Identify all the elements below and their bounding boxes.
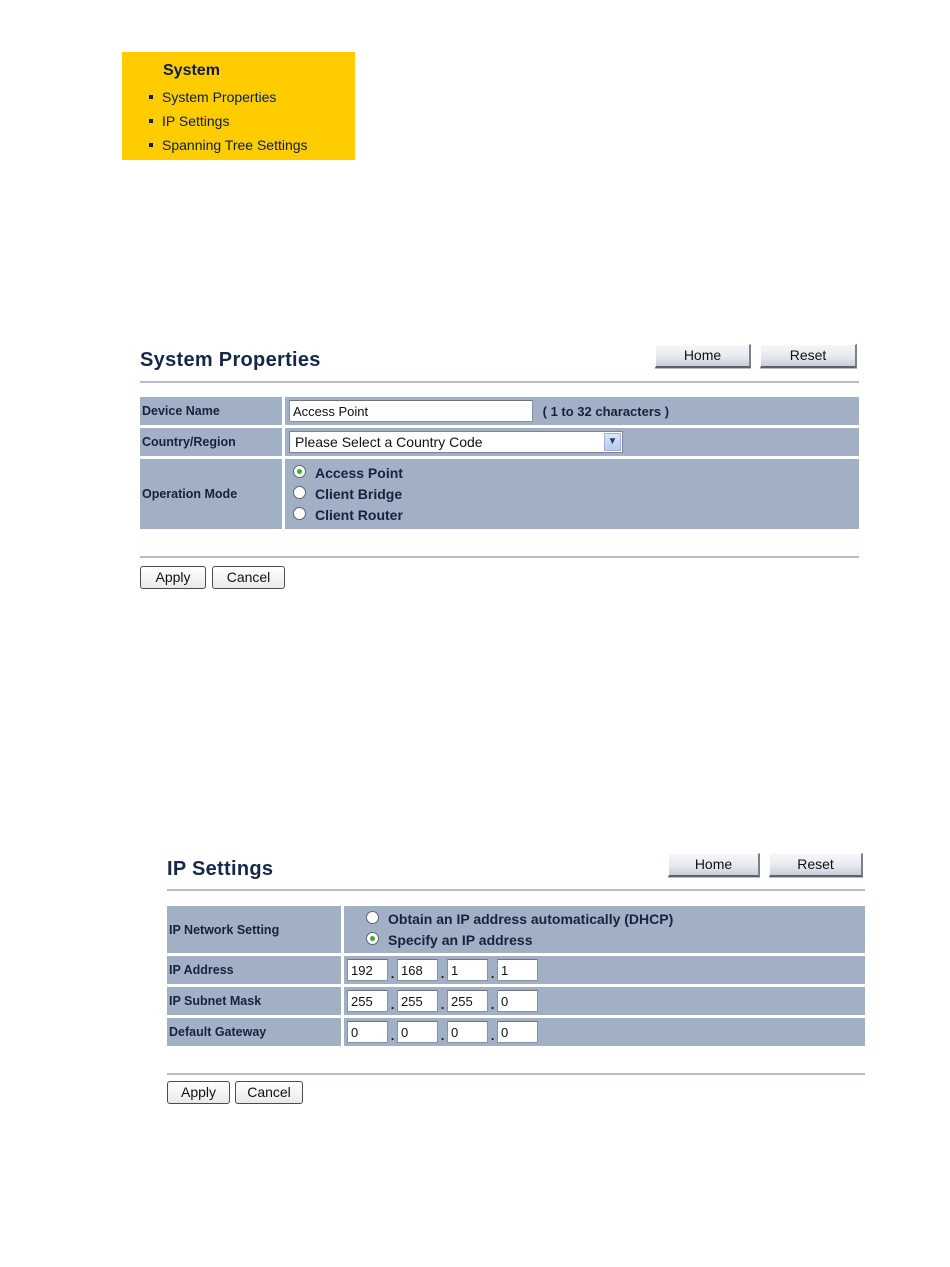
ip-address-row — [167, 956, 865, 984]
mode-option-access-point[interactable] — [293, 463, 859, 484]
radio-icon[interactable] — [293, 507, 306, 520]
option-label: Specify an IP address — [388, 931, 533, 948]
mode-option-label: Client Router — [315, 506, 403, 523]
chevron-down-icon[interactable]: ▼ — [604, 433, 621, 451]
menu-item-label: Spanning Tree Settings — [162, 137, 308, 153]
gateway-octet-2[interactable] — [397, 1021, 438, 1043]
mode-option-label: Client Bridge — [315, 485, 403, 502]
menu-item-system-properties[interactable] — [149, 89, 276, 105]
ip-address-cell: 192 .168 .1 .1 — [344, 956, 865, 984]
ip-settings-form — [167, 903, 865, 1049]
ip-network-setting-cell — [344, 906, 865, 953]
option-dhcp[interactable] — [366, 909, 865, 930]
option-label: Obtain an IP address automatically (DHCP) — [388, 910, 674, 927]
subnet-mask-row — [167, 987, 865, 1015]
device-name-input[interactable] — [289, 400, 533, 422]
ip-address-label: IP Address — [167, 956, 344, 984]
ip-address-octet-4[interactable] — [497, 959, 538, 981]
system-menu — [122, 52, 355, 160]
radio-selected-icon[interactable] — [293, 465, 306, 478]
device-name-cell — [285, 397, 859, 425]
mode-option-label: Access Point — [315, 464, 403, 481]
default-gateway-row — [167, 1018, 865, 1046]
menu-title: System — [163, 62, 220, 79]
page-title: IP Settings — [167, 858, 274, 880]
ip-network-setting-label: IP Network Setting — [167, 906, 344, 953]
subnet-mask-label: IP Subnet Mask — [167, 987, 344, 1015]
apply-button[interactable]: Apply — [167, 1081, 230, 1104]
system-properties-panel — [140, 344, 860, 594]
menu-item-ip-settings[interactable] — [149, 113, 229, 129]
operation-mode-label: Operation Mode — [140, 459, 285, 529]
reset-button[interactable]: Reset — [760, 344, 857, 368]
cancel-button[interactable]: Cancel — [212, 566, 285, 589]
menu-item-spanning-tree-settings[interactable] — [149, 137, 308, 153]
divider — [140, 556, 859, 558]
menu-item-label: IP Settings — [162, 113, 230, 129]
operation-mode-row — [140, 459, 859, 529]
divider — [167, 889, 865, 891]
default-gateway-cell: 0 .0 .0 .0 — [344, 1018, 865, 1046]
country-select-value: Please Select a Country Code — [295, 434, 483, 450]
country-cell — [285, 428, 859, 456]
ip-address-octet-1[interactable] — [347, 959, 388, 981]
country-label: Country/Region — [140, 428, 285, 456]
gateway-octet-4[interactable] — [497, 1021, 538, 1043]
divider — [140, 381, 859, 383]
gateway-octet-3[interactable] — [447, 1021, 488, 1043]
ip-settings-panel — [167, 853, 867, 1108]
mode-option-client-router[interactable] — [293, 505, 859, 526]
subnet-octet-2[interactable] — [397, 990, 438, 1012]
subnet-octet-4[interactable] — [497, 990, 538, 1012]
subnet-mask-cell: 255 .255 .255 .0 — [344, 987, 865, 1015]
bullet-icon — [149, 143, 153, 147]
radio-icon[interactable] — [366, 911, 379, 924]
home-button[interactable]: Home — [668, 853, 760, 877]
menu-item-label: System Properties — [162, 89, 277, 105]
apply-button[interactable]: Apply — [140, 566, 206, 589]
system-properties-form — [140, 394, 859, 532]
option-static-ip[interactable] — [366, 930, 865, 951]
ip-network-setting-row — [167, 906, 865, 953]
divider — [167, 1073, 865, 1075]
ip-address-octet-3[interactable] — [447, 959, 488, 981]
subnet-octet-1[interactable] — [347, 990, 388, 1012]
bullet-icon — [149, 95, 153, 99]
device-name-hint: ( 1 to 32 characters ) — [542, 403, 670, 419]
default-gateway-label: Default Gateway — [167, 1018, 344, 1046]
device-name-row — [140, 397, 859, 425]
page-title: System Properties — [140, 349, 321, 371]
gateway-octet-1[interactable] — [347, 1021, 388, 1043]
ip-address-octet-2[interactable] — [397, 959, 438, 981]
operation-mode-cell — [285, 459, 859, 529]
reset-button[interactable]: Reset — [769, 853, 863, 877]
device-name-label: Device Name — [140, 397, 285, 425]
cancel-button[interactable]: Cancel — [235, 1081, 303, 1104]
mode-option-client-bridge[interactable] — [293, 484, 859, 505]
radio-icon[interactable] — [293, 486, 306, 499]
country-row — [140, 428, 859, 456]
country-select[interactable] — [289, 431, 623, 453]
subnet-octet-3[interactable] — [447, 990, 488, 1012]
bullet-icon — [149, 119, 153, 123]
home-button[interactable]: Home — [655, 344, 751, 368]
radio-selected-icon[interactable] — [366, 932, 379, 945]
